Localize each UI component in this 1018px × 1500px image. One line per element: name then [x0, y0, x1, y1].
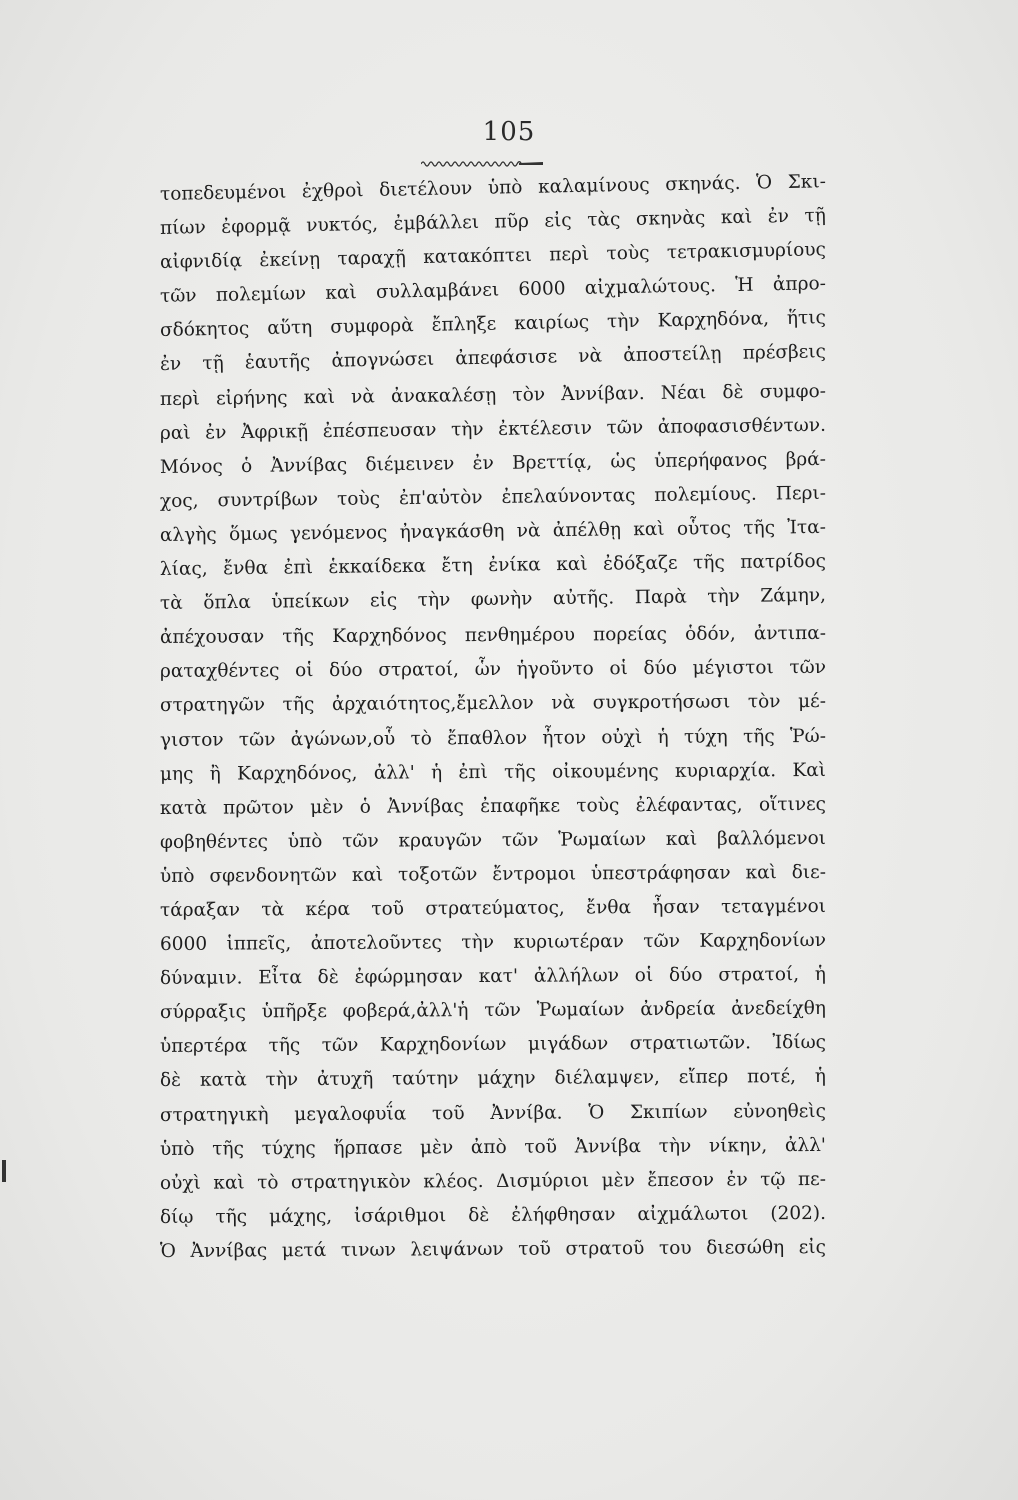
text-line: Μόνος ὁ Ἀννίβας διέμεινεν ἐν Βρεττίᾳ, ὡς ὑπερήφανος βρά-	[159, 448, 827, 478]
text-line: ραὶ ἐν Ἀφρικῇ ἐπέσπευσαν τὴν ἐκτέλεσιν τῶν ἀποφασισθέντων.	[159, 414, 827, 444]
text-line: ὑπὸ τῆς τύχης ἥρπασε μὲν ἀπὸ τοῦ Ἀννίβα τὴν νίκην, ἀλλ'	[159, 1134, 827, 1160]
text-line: γιστον τῶν ἀγώνων,οὗ τὸ ἔπαθλον ἦτον οὐχὶ ἡ τύχη τῆς Ῥώ-	[159, 725, 827, 751]
text-line: στρατηγικὴ μεγαλοφυΐα τοῦ Ἀννίβα. Ὁ Σκιπίων εὐνοηθεὶς	[159, 1100, 827, 1126]
scan-edge-mark	[2, 1160, 6, 1182]
text-line: 6000 ἱππεῖς, ἀποτελοῦντες τὴν κυριωτέραν τῶν Καρχηδονίων	[159, 929, 827, 956]
text-line: περὶ εἰρήνης καὶ νὰ ἀνακαλέσῃ τὸν Ἀννίβαν. Νέαι δὲ συμφο-	[159, 380, 827, 410]
body-text	[159, 171, 827, 1269]
text-line: δίῳ τῆς μάχης, ἰσάριθμοι δὲ ἐλήφθησαν αἰχμάλωτοι (202).	[159, 1202, 827, 1228]
text-line: τῶν πολεμίων καὶ συλλαμβάνει 6000 αἰχμαλώτους. Ἡ ἀπρο-	[159, 273, 827, 308]
text-line: λίας, ἔνθα ἐπὶ ἑκκαίδεκα ἔτη ἐνίκα καὶ ἐδόξαζε τῆς πατρίδος	[159, 550, 827, 581]
text-line: δύναμιν. Εἶτα δὲ ἐφώρμησαν κατ' ἀλλήλων οἱ δύο στρατοί, ἡ	[159, 964, 827, 990]
text-line: ὑπὸ σφενδονητῶν καὶ τοξοτῶν ἔντρομοι ὑπεστράφησαν καὶ διε-	[159, 861, 827, 887]
text-line: αἰφνιδίᾳ ἐκείνῃ ταραχῇ κατακόπτει περὶ τοὺς τετρακισμυρίους	[159, 239, 827, 274]
text-line: δὲ κατὰ τὴν ἀτυχῆ ταύτην μάχην διέλαμψεν, εἴπερ ποτέ, ἡ	[159, 1066, 827, 1092]
text-line: σύρραξις ὑπῆρξε φοβερά,ἀλλ'ἡ τῶν Ῥωμαίων ἀνδρεία ἀνεδείχθη	[159, 998, 827, 1024]
text-line: χος, συντρίβων τοὺς ἐπ'αὐτὸν ἐπελαύνοντας πολεμίους. Περι-	[159, 482, 827, 512]
text-line: στρατηγῶν τῆς ἀρχαιότητος,ἔμελλον νὰ συγκροτήσωσι τὸν μέ-	[159, 691, 827, 717]
text-line: αλγὴς ὅμως γενόμενος ἠναγκάσθη νὰ ἀπέλθῃ καὶ οὗτος τῆς Ἰτα-	[159, 516, 827, 546]
text-line: ἀπέχουσαν τῆς Καρχηδόνος πενθημέρου πορείας ὁδόν, ἀντιπα-	[159, 623, 827, 649]
text-line: σδόκητος αὕτη συμφορὰ ἔπληξε καιρίως τὴν Καρχηδόνα, ἥτις	[159, 307, 827, 342]
text-line: μης ἢ Καρχηδόνος, ἀλλ' ἡ ἐπὶ τῆς οἰκουμένης κυριαρχία. Καὶ	[159, 759, 827, 785]
decorative-rule	[421, 158, 543, 168]
text-line: τὰ ὅπλα ὑπείκων εἰς τὴν φωνὴν αὐτῆς. Παρὰ τὴν Ζάμην,	[159, 584, 827, 615]
text-line: Ὁ Ἀννίβας μετά τινων λειψάνων τοῦ στρατοῦ του διεσώθη εἰς	[159, 1236, 827, 1262]
text-line: πίων ἐφορμᾷ νυκτός, ἐμβάλλει πῦρ εἰς τὰς σκηνὰς καὶ ἐν τῇ	[159, 205, 827, 240]
text-line: ραταχθέντες οἱ δύο στρατοί, ὧν ἡγοῦντο οἱ δύο μέγιστοι τῶν	[159, 657, 827, 683]
page-number: 105	[482, 117, 536, 147]
text-line: οὐχὶ καὶ τὸ στρατηγικὸν κλέος. Δισμύριοι μὲν ἔπεσον ἐν τῷ πε-	[159, 1168, 827, 1194]
text-line: κατὰ πρῶτον μὲν ὁ Ἀννίβας ἐπαφῆκε τοὺς ἐλέφαντας, οἵτινες	[159, 793, 827, 819]
text-line: ὑπερτέρα τῆς τῶν Καρχηδονίων μιγάδων στρατιωτῶν. Ἰδίως	[159, 1032, 827, 1058]
text-line: τοπεδευμένοι ἐχθροὶ διετέλουν ὑπὸ καλαμίνους σκηνάς. Ὁ Σκι-	[159, 171, 827, 205]
text-line: φοβηθέντες ὑπὸ τῶν κραυγῶν τῶν Ῥωμαίων καὶ βαλλόμενοι	[159, 827, 827, 853]
text-line: ἐν τῇ ἑαυτῆς ἀπογνώσει ἀπεφάσισε νὰ ἀποστείλῃ πρέσβεις	[159, 341, 827, 376]
text-line: τάραξαν τὰ κέρα τοῦ στρατεύματος, ἔνθα ἦσαν τεταγμένοι	[159, 895, 827, 921]
